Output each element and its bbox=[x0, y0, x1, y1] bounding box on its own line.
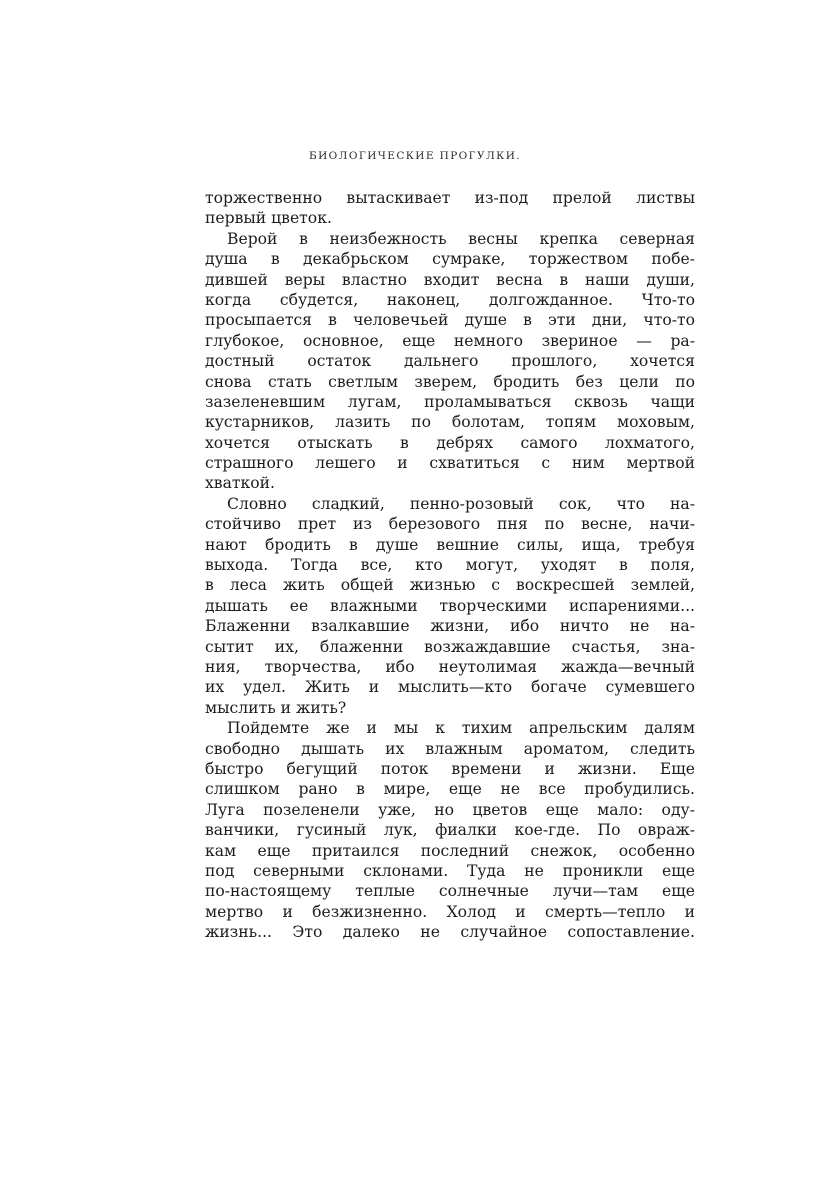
text-line: свободно дышать их влажным ароматом, следить bbox=[205, 739, 695, 758]
text-line: хочется отыскать в дебрях самого лохматого, bbox=[205, 433, 695, 452]
text-line: по-настоящему теплые солнечные лучи—там еще bbox=[205, 882, 695, 901]
text-line: достный остаток дальнего прошлого, хочется bbox=[205, 352, 695, 371]
text-line: ванчики, гусиный лук, фиалки кое-где. По овраж- bbox=[205, 821, 695, 840]
text-line: дышать ее влажными творческими испарениями... bbox=[205, 596, 695, 615]
text-line: Словно сладкий, пенно-розовый сок, что на- bbox=[227, 494, 695, 513]
text-line: Верой в неизбежность весны крепка северная bbox=[227, 229, 695, 248]
text-line: сытит их, блаженни возжаждавшие счастья, зна- bbox=[205, 637, 695, 656]
text-line: ния, творчества, ибо неутолимая жажда—вечный bbox=[205, 657, 695, 676]
text-line: торжественно вытаскивает из-под прелой листвы bbox=[205, 189, 695, 207]
text-line: дившей веры властно входит весна в наши души, bbox=[205, 270, 695, 289]
text-line: в леса жить общей жизнью с воскресшей землей, bbox=[205, 576, 695, 595]
running-head: БИОЛОГИЧЕСКИЕ ПРОГУЛКИ. bbox=[308, 150, 521, 162]
text-line: глубокое, основное, еще немного звериное — ра- bbox=[205, 331, 695, 350]
text-line: кустарников, лазить по болотам, топям моховым, bbox=[205, 413, 695, 432]
text-line: хваткой. bbox=[205, 474, 275, 493]
text-line: стойчиво прет из березового пня по весне, начи- bbox=[205, 515, 695, 534]
text-line: слишком рано в мире, еще не все пробудились. bbox=[205, 780, 695, 799]
text-line: просыпается в человечьей душе в эти дни, что-то bbox=[205, 311, 695, 330]
text-line: жизнь... Это далеко не случайное сопоставление. bbox=[205, 923, 695, 942]
text-line: страшного лешего и схватиться с ним мертвой bbox=[205, 454, 695, 473]
text-line: нают бродить в душе вешние силы, ища, требуя bbox=[205, 535, 695, 554]
text-line: душа в декабрьском сумраке, торжеством побе- bbox=[205, 250, 695, 269]
text-line: мертво и безжизненно. Холод и смерть—тепло и bbox=[205, 902, 695, 921]
text-line: зазеленевшим лугам, проламываться сквозь чащи bbox=[205, 392, 695, 411]
body-text bbox=[205, 188, 695, 942]
text-line: снова стать светлым зверем, бродить без цели по bbox=[205, 372, 695, 391]
text-line: их удел. Жить и мыслить—кто богаче сумевшего bbox=[205, 678, 695, 697]
text-line: мыслить и жить? bbox=[205, 698, 347, 717]
text-line: под северными склонами. Туда не проникли еще bbox=[205, 861, 695, 880]
text-line: первый цветок. bbox=[205, 209, 332, 228]
text-line: Луга позеленели уже, но цветов еще мало: оду- bbox=[205, 800, 695, 819]
text-line: кам еще притаился последний снежок, особенно bbox=[205, 841, 695, 860]
text-line: когда сбудется, наконец, долгожданное. Что-то bbox=[205, 290, 695, 309]
text-line: Блаженни взалкавшие жизни, ибо ничто не на- bbox=[205, 617, 695, 636]
text-line: выхода. Тогда все, кто могут, уходят в поля, bbox=[205, 556, 695, 575]
text-line: Пойдемте же и мы к тихим апрельским далям bbox=[227, 719, 695, 738]
text-line: быстро бегущий поток времени и жизни. Еще bbox=[205, 759, 695, 778]
